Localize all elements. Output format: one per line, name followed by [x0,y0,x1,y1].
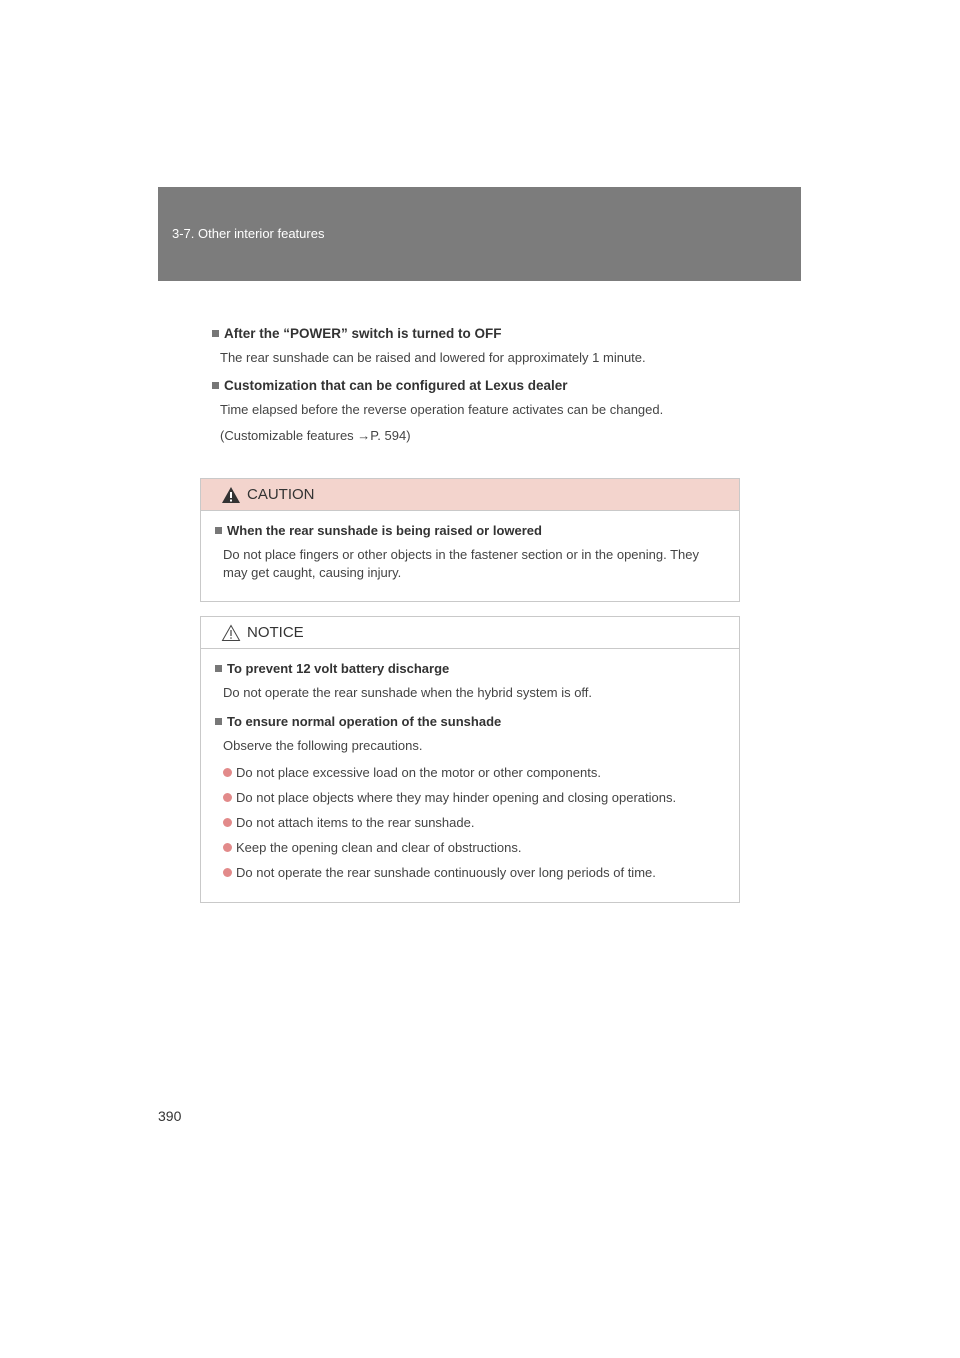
caution-item [215,523,739,582]
bullet-dot-icon [223,868,232,877]
chapter-title: 3-7. Other interior features [172,226,325,241]
caution-box [200,478,740,602]
list-item: Keep the opening clean and clear of obstructions. [215,840,739,855]
list-item: Do not place excessive load on the motor or other components. [215,765,739,780]
item-heading: To ensure normal operation of the sunshade [227,714,502,729]
list-item: Do not attach items to the rear sunshade. [215,815,739,830]
square-bullet-icon [212,330,219,337]
caution-title: CAUTION [247,486,315,503]
square-bullet-icon [215,527,222,534]
notice-item [215,714,739,880]
section-body: The rear sunshade can be raised and lowered for approximately 1 minute. [220,350,646,365]
list-item: Do not operate the rear sunshade continuously over long periods of time. [215,865,739,880]
chapter-header [158,187,801,281]
list-item: Do not place objects where they may hinder opening and closing operations. [215,790,739,805]
item-body: Do not operate the rear sunshade when the hybrid system is off. [223,685,593,700]
item-body: Do not place fingers or other objects in the fastener section or in the opening. They may get caught, causing injury. [223,547,699,580]
notice-header [201,617,739,649]
caution-header [201,479,739,511]
bullet-dot-icon [223,843,232,852]
notice-title: NOTICE [247,624,304,641]
page-number: 390 [158,1108,182,1124]
section-body: Time elapsed before the reverse operation feature activates can be changed. [220,402,664,417]
item-heading: To prevent 12 volt battery discharge [227,661,450,676]
notice-box [200,616,740,903]
bullet-dot-icon [223,768,232,777]
warning-icon [221,486,241,504]
item-heading: When the rear sunshade is being raised or lowered [227,523,542,538]
warning-outline-icon [221,624,241,642]
section-heading: After the “POWER” switch is turned to OFF [224,326,502,341]
notice-item [215,661,739,702]
square-bullet-icon [215,665,222,672]
info-section-power-off [212,326,772,367]
bullet-dot-icon [223,818,232,827]
info-section-customization [212,378,772,445]
square-bullet-icon [215,718,222,725]
square-bullet-icon [212,382,219,389]
section-heading: Customization that can be configured at Lexus dealer [224,378,568,393]
section-body-reference: (Customizable features →P. 594) [220,428,411,443]
bullet-dot-icon [223,793,232,802]
item-body: Observe the following precautions. [223,738,423,753]
